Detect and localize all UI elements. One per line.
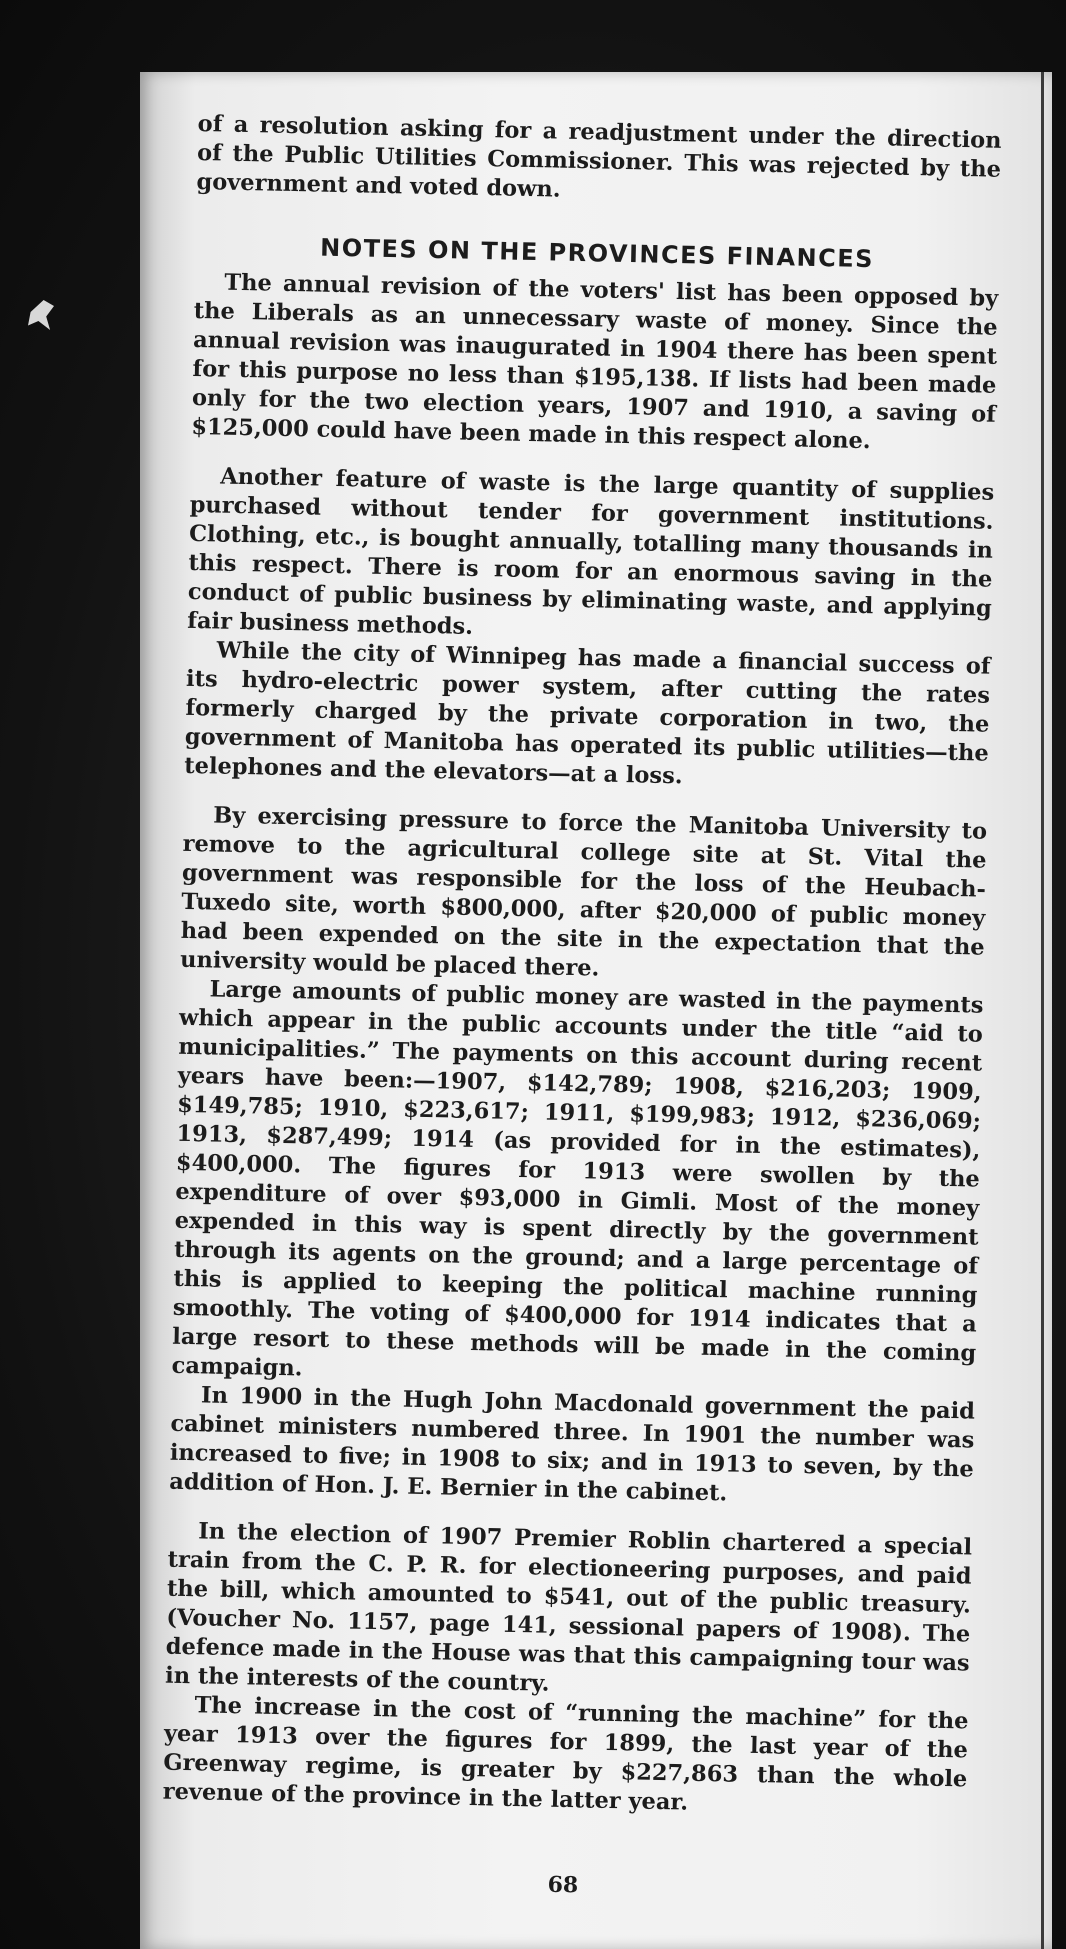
page-edge-line [1041,72,1044,1949]
paragraph-cabinet: In 1900 in the Hugh John Macdonald government the paid cabinet ministers numbered three. In 1901 the number was increased to five; in 1908 to six; and in 1913 to seven, by the addition of Hon. J. E. Bernier in the cabinet. [168,1382,976,1507]
paragraph-university: By exercising pressure to force the Manitoba University to remove to the agricultural college site at St. Vital the government was responsible for the loss of the Heubach-Tuxedo site, worth $800,000, after $20,000 of public money had been expended on the site in the expectation that the university would be placed there. [179,802,988,982]
page-number: 68 [547,1871,579,1899]
book-page [140,72,1052,1949]
section-heading: NOTES ON THE PROVINCES FINANCES [319,233,875,274]
text-column [161,110,1002,1908]
intro-paragraph: of a resolution asking for a readjustment under the direction of the Public Utilities Commissioner. This was rejected by the government and voted down. [196,110,1002,203]
paragraph-municipalities: Large amounts of public money are wasted in the payments which appear in the public accounts under the title “aid to municipalities.” The payments on this account during recent years have been:—1907, $142,789; 1908, $216,203; 1909, $149,785; 1910, $223,617; 1911, $199,983; 1912, $236,069; 1913, $287,499; 1914 (as provided for in the estimates), $400,000. The figures for 1913 were swollen by the expenditure of over $93,000 in Gimli. Most of the money expended in this way is spent directly by the government through its agents on the ground; and a large percentage of this is applied to keeping the political machine running smoothly. The voting of $400,000 for 1914 indicates that a large resort to these methods will be made in the coming campaign. [171,976,984,1382]
paragraph-election-train: In the election of 1907 Premier Roblin chartered a special train from the C. P. R. for electioneering purposes, and paid the bill, which amounted to $541, out of the public treasury. (Voucher No. 1157, page 141, sessional papers of 1908). The defence made in the House was that this campaigning tour was in the interests of the country. [164,1518,973,1697]
paragraph-running-machine: The increase in the cost of “running the machine” for the year 1913 over the figures for 1899, the last year of the Greenway regime, is greater by $227,863 than the whole revenue of the province in the latter year. [162,1692,969,1816]
paragraph-supplies: Another feature of waste is the large quantity of supplies purchased without tender for government institutions. Clothing, etc., is bought annually, totalling many thousands in this respect. There is room for an enormous saving in the conduct of public business by eliminating waste, and applying fair business methods. [187,463,995,640]
paragraph-utilities: While the city of Winnipeg has made a financial success of its hydro-electric power system, after cutting the rates formerly charged by the private corporation in two, the government of Manitoba has operated its public utilities—the telephones and the elevators—at a loss. [183,637,991,790]
paragraph-voters-list: The annual revision of the voters' list has been opposed by the Liberals as an unnecessary waste of money. Since the annual revision was inaugurated in 1904 there has been spent for this purpose no less than $195,138. If lists had been made only for the two election years, 1907 and 1910, a saving of $125,000 could have been made in this respect alone. [191,269,999,455]
